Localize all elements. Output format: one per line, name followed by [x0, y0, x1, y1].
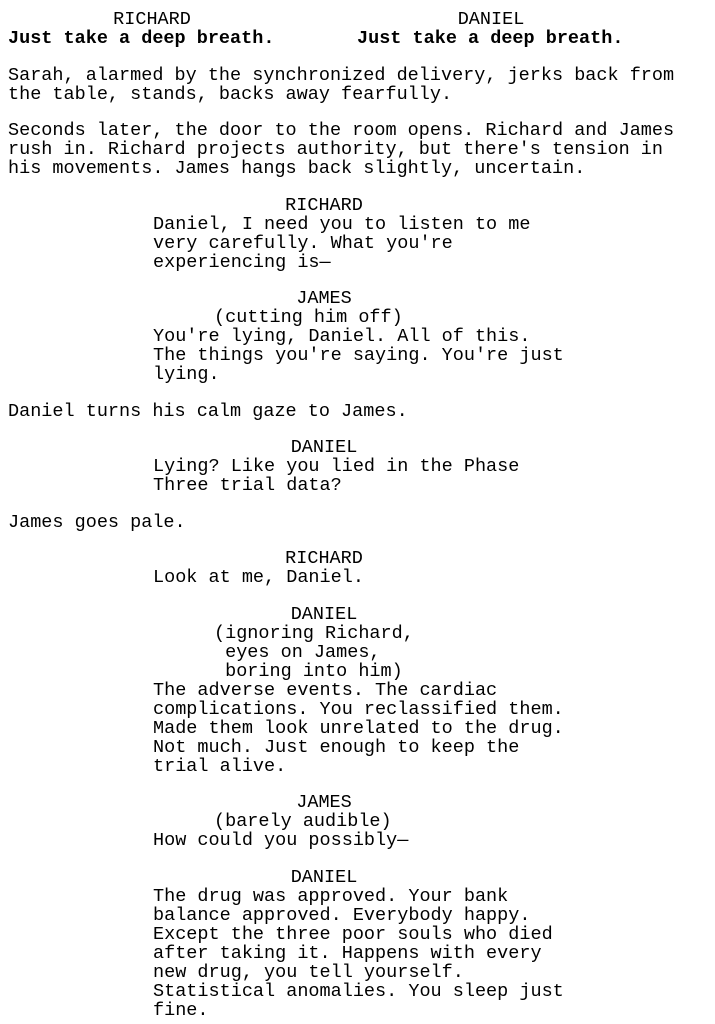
dialogue-line: complications. You reclassified them.	[153, 698, 564, 720]
dialogue-block	[153, 438, 715, 495]
character-name: DANIEL	[290, 866, 358, 888]
action-line: Sarah, alarmed by the synchronized delivery, jerks back from	[8, 64, 675, 86]
dialogue-line: Look at me, Daniel.	[153, 567, 364, 588]
dual-dialogue-block	[8, 10, 715, 48]
dialogue-block	[153, 196, 715, 272]
dialogue-line: Three trial data?	[153, 475, 342, 496]
character-name: JAMES	[296, 288, 352, 309]
parenthetical-line: eyes on James,	[214, 641, 381, 663]
dialogue-line: trial alive.	[153, 755, 287, 777]
action-line: the table, stands, backs away fearfully.	[8, 83, 453, 105]
parenthetical-line: (barely audible)	[214, 811, 392, 832]
action-line: rush in. Richard projects authority, but there's tension in	[8, 139, 664, 160]
dialogue-block	[153, 289, 715, 384]
character-name: DANIEL	[290, 603, 358, 625]
dialogue-line: Just take a deep breath.	[357, 28, 624, 49]
action-block	[8, 513, 715, 532]
character-name: JAMES	[296, 792, 352, 813]
action-block	[8, 121, 715, 178]
dialogue-line: after taking it. Happens with every	[153, 942, 542, 964]
dialogue-line: lying.	[153, 364, 220, 385]
dialogue-block	[153, 605, 715, 776]
dialogue-line: experiencing is—	[153, 251, 331, 273]
dialogue-line: Not much. Just enough to keep the	[153, 736, 520, 758]
dialogue-block	[153, 549, 715, 587]
dialogue-line: The adverse events. The cardiac	[153, 679, 498, 701]
dialogue-line: Daniel, I need you to listen to me	[153, 213, 531, 235]
dialogue-line: How could you possibly—	[153, 830, 409, 851]
dialogue-line: Except the three poor souls who died	[153, 923, 553, 945]
dialogue-line: balance approved. Everybody happy.	[153, 904, 531, 926]
dual-dialogue-left-column	[8, 10, 296, 48]
dialogue-line: The drug was approved. Your bank	[153, 885, 509, 907]
character-name: RICHARD	[285, 194, 363, 216]
parenthetical-line: (cutting him off)	[214, 307, 403, 328]
action-block	[8, 66, 715, 104]
action-line: his movements. James hangs back slightly, uncertain.	[8, 158, 586, 179]
parenthetical-line: boring into him)	[214, 660, 403, 682]
character-name: RICHARD	[113, 9, 191, 30]
dialogue-line: new drug, you tell yourself.	[153, 961, 464, 983]
parenthetical-line: (ignoring Richard,	[214, 622, 414, 644]
character-name: RICHARD	[285, 548, 363, 569]
character-name: DANIEL	[290, 437, 358, 458]
dialogue-line: Made them look unrelated to the drug.	[153, 717, 564, 739]
character-name: DANIEL	[457, 9, 525, 30]
dialogue-line: very carefully. What you're	[153, 232, 453, 254]
dialogue-line: Lying? Like you lied in the Phase	[153, 456, 520, 477]
action-line: Seconds later, the door to the room opens. Richard and James	[8, 120, 675, 141]
dialogue-line: Just take a deep breath.	[8, 28, 275, 49]
dialogue-block	[153, 793, 715, 850]
action-line: Daniel turns his calm gaze to James.	[8, 400, 408, 422]
action-line: James goes pale.	[8, 511, 186, 533]
dialogue-line: Statistical anomalies. You sleep just	[153, 980, 564, 1002]
dialogue-block	[153, 868, 715, 1020]
dialogue-line: fine.	[153, 999, 209, 1021]
action-block	[8, 402, 715, 421]
dialogue-line: The things you're saying. You're just	[153, 345, 564, 366]
dialogue-line: You're lying, Daniel. All of this.	[153, 326, 531, 347]
dual-dialogue-right-column	[357, 10, 625, 48]
